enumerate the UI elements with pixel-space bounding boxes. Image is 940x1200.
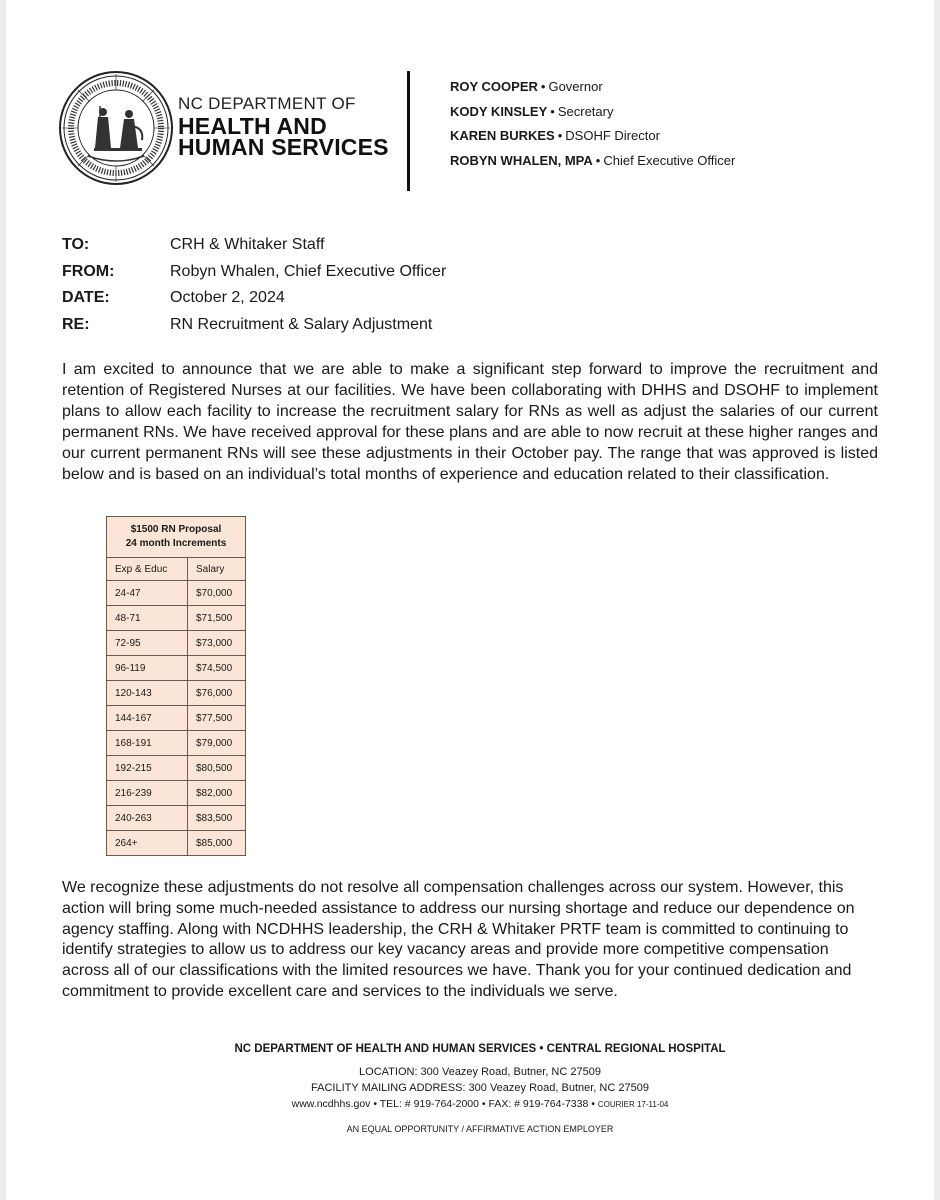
salary-cell: $82,000 — [188, 781, 246, 806]
official-name: KAREN BURKES — [450, 128, 555, 143]
official-name: KODY KINSLEY — [450, 103, 548, 119]
exp-educ-cell: 240-263 — [107, 806, 188, 831]
salary-table-title-line1: $1500 RN Proposal — [130, 524, 222, 535]
official-title: Secretary — [557, 103, 614, 119]
official-title: Chief Executive Officer — [603, 152, 736, 168]
salary-cell: $77,500 — [188, 706, 246, 731]
memo-to-value: CRH & Whitaker Staff — [170, 236, 325, 253]
bullet: • — [550, 103, 555, 119]
department-name — [178, 95, 389, 158]
official-title: Governor — [548, 79, 603, 94]
official-title: DSOHF Director — [565, 128, 660, 143]
memo-from-row — [62, 263, 446, 290]
table-row — [107, 781, 246, 806]
memo-date-row — [62, 289, 446, 316]
header-divider — [407, 71, 410, 191]
memo-date-value: October 2, 2024 — [170, 289, 285, 306]
official-name: ROY COOPER — [450, 79, 538, 94]
footer-contact-text: www.ncdhhs.gov • TEL: # 919-764-2000 • FAX: # 919-764-7338 • — [291, 1098, 595, 1110]
bullet: • — [595, 152, 601, 168]
column-header-salary: Salary — [188, 558, 246, 581]
salary-cell: $80,500 — [188, 756, 246, 781]
memo-date-label: DATE: — [62, 289, 110, 306]
official-ceo — [450, 153, 735, 178]
page-edge-right — [934, 0, 940, 1200]
footer-department: NC DEPARTMENT OF HEALTH AND HUMAN SERVICES • CENTRAL REGIONAL HOSPITAL — [234, 1043, 726, 1055]
memo-from-label: FROM: — [62, 262, 115, 280]
salary-cell: $71,500 — [188, 606, 246, 631]
salary-cell: $70,000 — [188, 581, 246, 606]
exp-educ-cell: 168-191 — [107, 731, 188, 756]
salary-cell: $76,000 — [188, 681, 246, 706]
exp-educ-cell: 192-215 — [107, 756, 188, 781]
table-row — [107, 831, 246, 856]
body-paragraph-1: I am excited to announce that we are able to make a significant step forward to improve the recruitment and retention of Registered Nurses at our facilities. We have been collaborating with DHHS and DSOHF to implement plans to allow each facility to increase the recruitment salary for RNs as well as adjust the salaries of our current permanent RNs. We have received approval for these plans and are able to now recruit at these higher ranges and our current permanent RNs will see these adjustments in their October pay. The range that was approved is listed below and is based on an individual’s total months of experience and education related to their classification. — [62, 361, 878, 483]
exp-educ-cell: 216-239 — [107, 781, 188, 806]
footer-location: LOCATION: 300 Veazey Road, Butner, NC 27509 — [359, 1066, 601, 1078]
table-row — [107, 606, 246, 631]
footer-mailing-address: FACILITY MAILING ADDRESS: 300 Veazey Road, Butner, NC 27509 — [311, 1082, 649, 1094]
exp-educ-cell: 264+ — [107, 831, 188, 856]
table-row — [107, 631, 246, 656]
table-row — [107, 731, 246, 756]
body-paragraph-2: We recognize these adjustments do not resolve all compensation challenges across our system. However, this action will bring some much-needed assistance to address our nursing shortage and reduce our dependence on agency staffing. Along with NCDHHS leadership, the CRH & Whitaker PRTF team is committed to continuing to identify strategies to allow us to address our key vacancy areas and provide more competitive compensation across all of our classifications with the limited resources we have. Thank you for your continued dedication and commitment to provide excellent care and services to the individuals we serve. — [62, 879, 855, 1000]
memo-from-value: Robyn Whalen, Chief Executive Officer — [170, 262, 447, 280]
exp-educ-cell: 144-167 — [107, 706, 188, 731]
salary-cell: $85,000 — [188, 831, 246, 856]
footer-courier: COURIER 17-11-04 — [597, 1100, 669, 1109]
salary-table-title — [107, 517, 246, 558]
footer-contact — [180, 1098, 780, 1110]
memo-to-row — [62, 236, 446, 263]
table-row — [107, 681, 246, 706]
salary-cell: $83,500 — [188, 806, 246, 831]
table-row — [107, 581, 246, 606]
memo-re-row — [62, 316, 446, 343]
salary-table — [106, 516, 246, 856]
salary-table-title-line2: 24 month Increments — [125, 538, 227, 549]
page-edge-left — [0, 0, 6, 1200]
nc-state-seal-logo — [58, 70, 174, 186]
salary-table-title-row — [107, 517, 246, 558]
official-governor — [450, 79, 735, 104]
salary-cell: $73,000 — [188, 631, 246, 656]
official-name: ROBYN WHALEN, MPA — [450, 152, 593, 168]
memo-re-value: RN Recruitment & Salary Adjustment — [170, 315, 433, 333]
column-header-exp: Exp & Educ — [107, 558, 188, 581]
salary-table-header-row — [107, 558, 246, 581]
officials-list — [450, 79, 735, 177]
dept-name-line2: HEALTH AND — [178, 113, 327, 139]
bullet: • — [557, 128, 563, 143]
table-row — [107, 706, 246, 731]
table-row — [107, 806, 246, 831]
official-director — [450, 128, 735, 153]
dept-name-line1: NC DEPARTMENT OF — [178, 94, 356, 113]
exp-educ-cell: 24-47 — [107, 581, 188, 606]
memo-to-label: TO: — [62, 236, 90, 253]
official-secretary — [450, 104, 735, 129]
salary-cell: $79,000 — [188, 731, 246, 756]
salary-cell: $74,500 — [188, 656, 246, 681]
memo-re-label: RE: — [62, 315, 90, 333]
exp-educ-cell: 72-95 — [107, 631, 188, 656]
table-row — [107, 656, 246, 681]
table-row — [107, 756, 246, 781]
footer-eoe-statement: AN EQUAL OPPORTUNITY / AFFIRMATIVE ACTION EMPLOYER — [346, 1124, 614, 1134]
exp-educ-cell: 120-143 — [107, 681, 188, 706]
bullet: • — [540, 79, 546, 94]
exp-educ-cell: 48-71 — [107, 606, 188, 631]
memo-header — [62, 236, 446, 342]
exp-educ-cell: 96-119 — [107, 656, 188, 681]
dept-name-line3: HUMAN SERVICES — [178, 134, 389, 160]
